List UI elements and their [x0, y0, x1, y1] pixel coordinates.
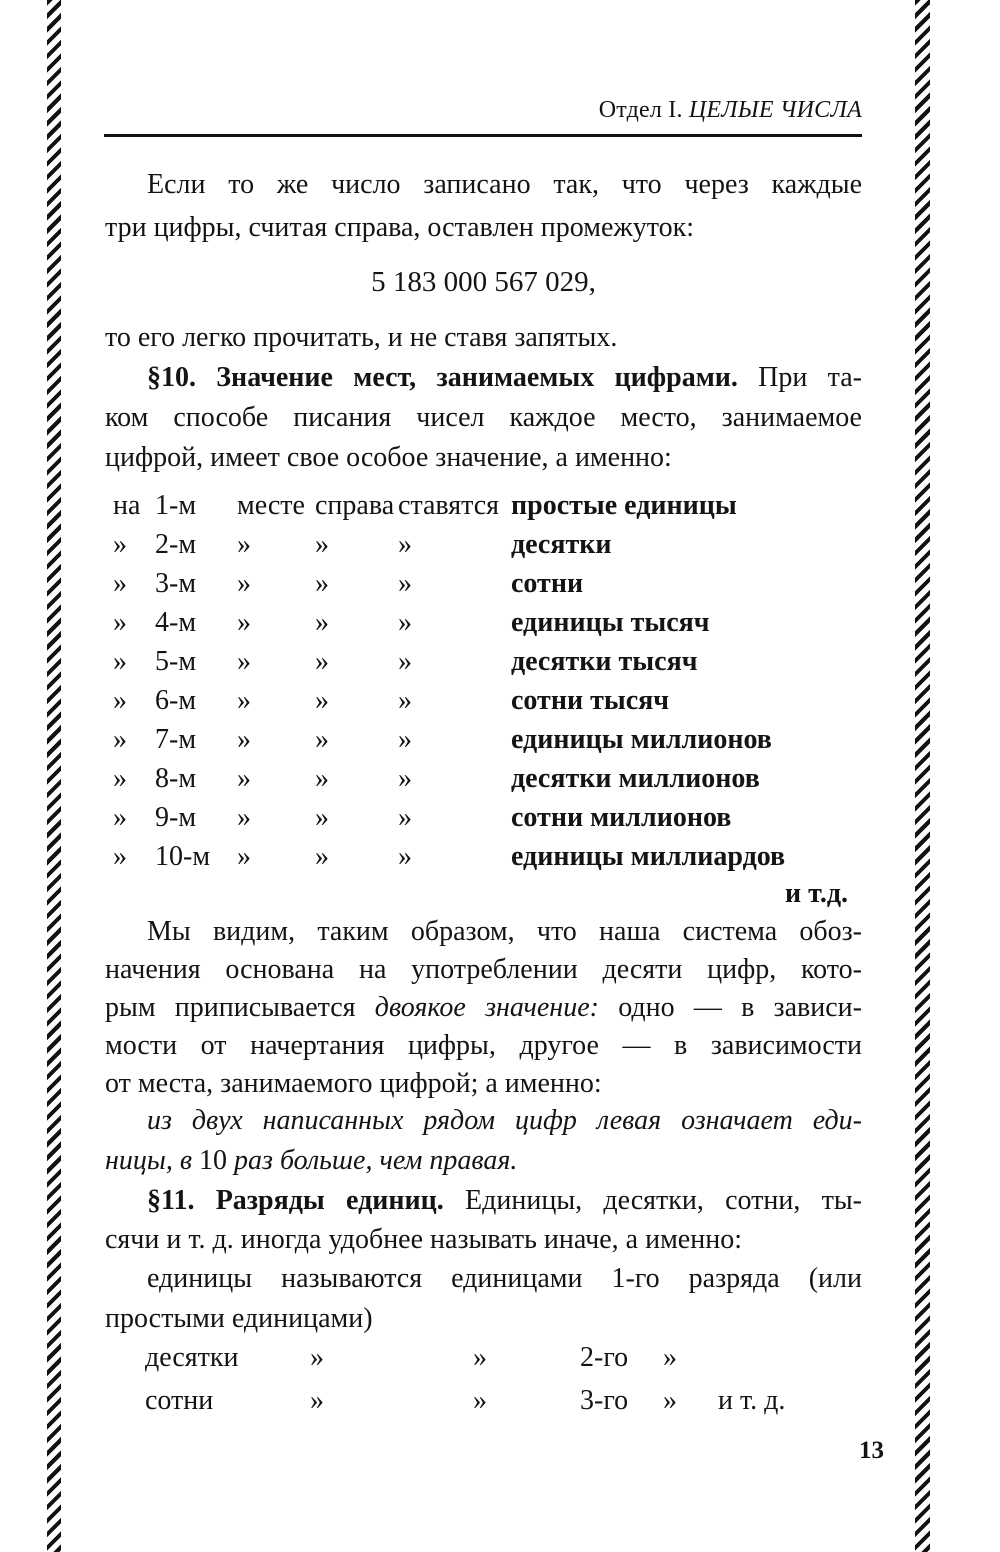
cell-place-name: сотни — [511, 568, 584, 599]
display-number: 5 183 000 567 029, — [371, 266, 596, 298]
table-row — [113, 564, 862, 603]
cell: » — [315, 568, 329, 599]
cell: » — [237, 646, 251, 677]
cell: » — [473, 1385, 487, 1416]
list-row — [145, 1336, 862, 1379]
cell: » — [398, 724, 412, 755]
cell: ставятся — [398, 490, 500, 521]
text-line: Если то же число записано так, что через каждые — [147, 169, 862, 200]
cell: 3-го — [580, 1385, 629, 1416]
cell: » — [315, 646, 329, 677]
rank-list — [105, 1336, 862, 1422]
cell: » — [398, 841, 412, 872]
table-row — [113, 837, 862, 876]
text-line — [105, 358, 862, 398]
cell: » — [315, 685, 329, 716]
paragraph-continuation — [105, 318, 862, 358]
cell: » — [398, 685, 412, 716]
cell: » — [398, 568, 412, 599]
section-11-heading: §11. Разряды единиц. — [147, 1185, 444, 1216]
section-label: Отдел I. — [598, 97, 689, 123]
text-line: от места, занимаемого цифрой; а именно: — [105, 1068, 602, 1099]
cell: 2-го — [580, 1342, 629, 1373]
text-line: три цифры, считая справа, оставлен промежуток: — [105, 212, 694, 243]
list-row — [145, 1379, 862, 1422]
text-segment: При та- — [737, 362, 862, 393]
table-row — [113, 525, 862, 564]
cell: » — [237, 802, 251, 833]
table-row — [113, 603, 862, 642]
cell-place-name: десятки тысяч — [511, 646, 698, 677]
cell: » — [237, 763, 251, 794]
section-10-heading: §10. Значение мест, занимаемых цифрами. — [147, 362, 738, 393]
cell: » — [237, 568, 251, 599]
cell: 10-м — [155, 841, 211, 872]
paragraph-intro — [105, 163, 862, 249]
text-segment: рым приписывается — [105, 992, 375, 1023]
left-hatch-border — [47, 0, 61, 1552]
table-row — [113, 486, 862, 525]
cell — [718, 1336, 862, 1379]
cell-place-name: десятки миллионов — [511, 763, 760, 794]
cell: » — [398, 802, 412, 833]
cell: 3-м — [155, 568, 197, 599]
cell: » — [237, 685, 251, 716]
paragraph-system — [105, 913, 862, 1103]
cell: » — [315, 607, 329, 638]
text-segment: ницы, в — [105, 1145, 200, 1176]
text-segment: одно — в зависи- — [598, 992, 862, 1023]
cell: » — [113, 763, 127, 794]
cell: сотни — [145, 1385, 214, 1416]
cell: » — [663, 1385, 677, 1416]
cell: » — [315, 841, 329, 872]
running-header — [105, 97, 862, 124]
header-rule — [104, 134, 862, 137]
cell: » — [113, 607, 127, 638]
text-line: единицы называются единицами 1-го разряда (или — [147, 1263, 862, 1294]
cell: 8-м — [155, 763, 197, 794]
text-line: ком способе писания чисел каждое место, занимаемое — [105, 402, 862, 433]
cell: 1-м — [155, 490, 197, 521]
cell: » — [315, 724, 329, 755]
chapter-title: ЦЕЛЫЕ ЧИСЛА — [688, 97, 862, 123]
text-line: простыми единицами) — [105, 1303, 373, 1334]
text-segment: раз больше, чем правая. — [227, 1145, 518, 1176]
text-line: сячи и т. д. иногда удобнее называть иначе, а именно: — [105, 1224, 742, 1255]
cell: 4-м — [155, 607, 197, 638]
cell: 6-м — [155, 685, 197, 716]
text-line: начения основана на употреблении десяти цифр, кото- — [105, 954, 862, 985]
cell: » — [663, 1342, 677, 1373]
text-line — [105, 1141, 862, 1181]
cell: » — [310, 1342, 324, 1373]
cell-place-name: простые единицы — [511, 490, 737, 521]
cell-place-name: единицы миллионов — [511, 724, 772, 755]
text-line: Мы видим, таким образом, что наша система обоз- — [147, 916, 862, 947]
cell: » — [473, 1342, 487, 1373]
cell-place-name: единицы тысяч — [511, 607, 710, 638]
table-row — [113, 681, 862, 720]
cell: » — [398, 763, 412, 794]
paragraph-section-11 — [105, 1181, 862, 1259]
table-etc: и т.д. — [785, 878, 848, 909]
cell: и т. д. — [718, 1385, 786, 1416]
cell: 9-м — [155, 802, 197, 833]
cell: » — [310, 1385, 324, 1416]
cell: » — [315, 763, 329, 794]
cell-place-name: единицы миллиардов — [511, 841, 786, 872]
cell: » — [113, 529, 127, 560]
paragraph-rule-italic — [105, 1101, 862, 1181]
table-row — [113, 759, 862, 798]
table-row — [113, 798, 862, 837]
cell-place-name: десятки — [511, 529, 612, 560]
cell: » — [113, 685, 127, 716]
paragraph-ranks — [105, 1259, 862, 1339]
cell: » — [237, 724, 251, 755]
cell: » — [113, 646, 127, 677]
cell: » — [398, 607, 412, 638]
text-line — [105, 1181, 862, 1220]
cell: 2-м — [155, 529, 197, 560]
text-line — [105, 989, 862, 1027]
cell-place-name: сотни миллионов — [511, 802, 732, 833]
text-line: то его легко прочитать, и не ставя запятых. — [105, 322, 618, 353]
cell: » — [398, 529, 412, 560]
text-line: мости от начертания цифры, другое — в зависимости — [105, 1030, 862, 1061]
right-hatch-border — [915, 0, 930, 1552]
cell: месте — [237, 490, 305, 521]
cell: » — [237, 529, 251, 560]
text-segment: Единицы, десятки, сотни, ты- — [443, 1185, 862, 1216]
table-row — [113, 642, 862, 681]
cell: 7-м — [155, 724, 197, 755]
text-segment-upright: 10 — [199, 1145, 228, 1176]
cell: » — [237, 607, 251, 638]
cell: » — [113, 841, 127, 872]
cell: десятки — [145, 1342, 239, 1373]
cell: » — [315, 529, 329, 560]
cell-place-name: сотни тысяч — [511, 685, 670, 716]
table-row — [113, 720, 862, 759]
cell: » — [113, 802, 127, 833]
cell: » — [315, 802, 329, 833]
cell: » — [237, 841, 251, 872]
cell: » — [113, 724, 127, 755]
text-line: из двух написанных рядом цифр левая означает еди- — [147, 1105, 862, 1136]
page-number: 13 — [859, 1437, 884, 1464]
cell: на — [113, 490, 141, 521]
cell: 5-м — [155, 646, 197, 677]
cell: » — [113, 568, 127, 599]
paragraph-section-10 — [105, 358, 862, 478]
cell: » — [398, 646, 412, 677]
text-line: цифрой, имеет свое особое значение, а именно: — [105, 442, 672, 473]
place-value-table — [105, 486, 862, 912]
text-segment-italic: двоякое значение: — [374, 992, 599, 1023]
cell: справа — [315, 490, 395, 521]
